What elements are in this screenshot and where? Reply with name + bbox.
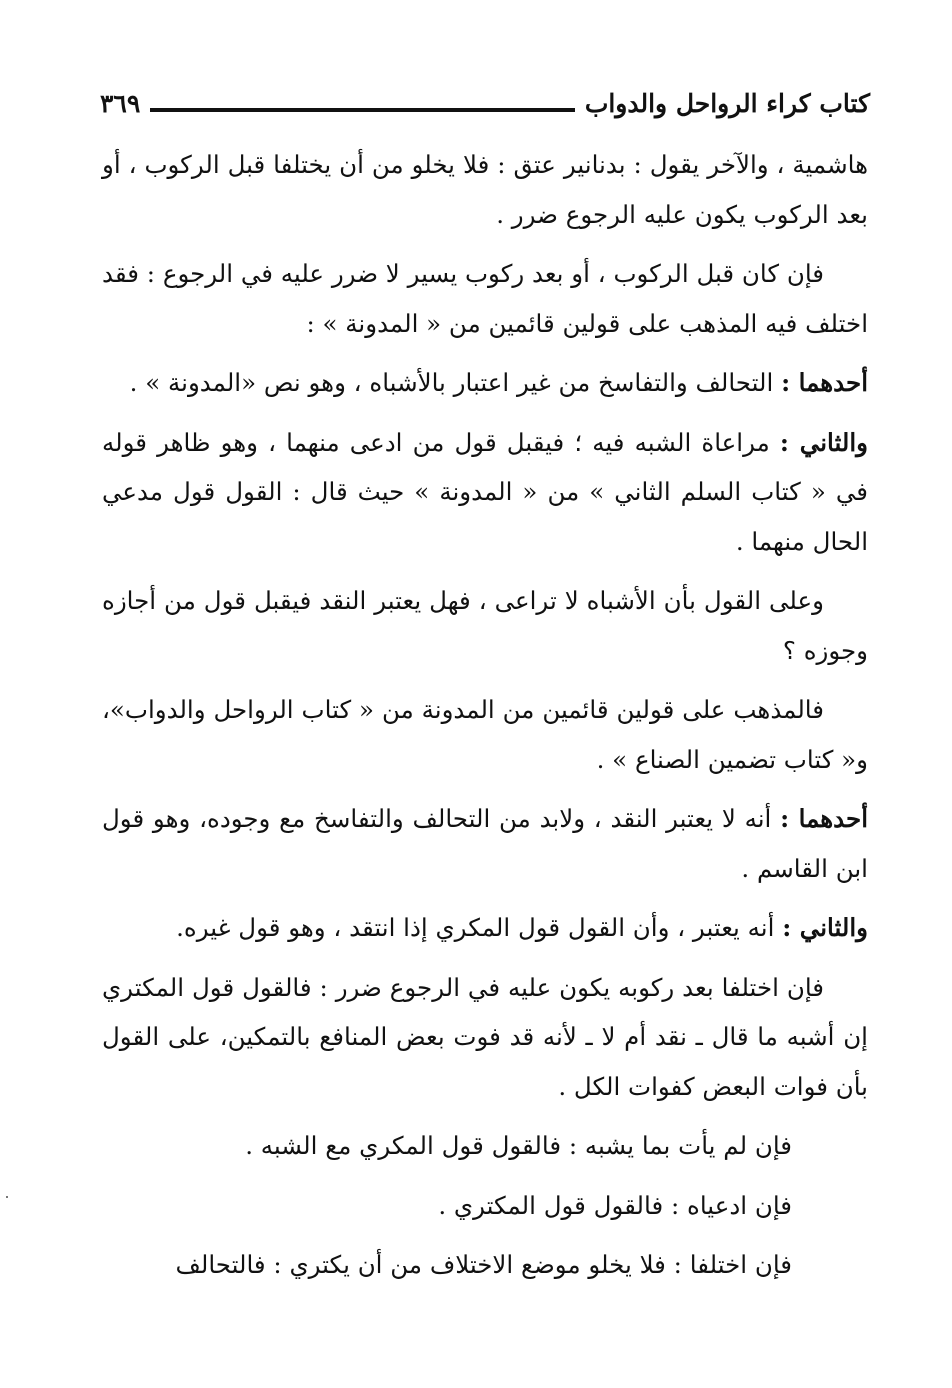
paragraph-text: هاشمية ، والآخر يقول : بدنانير عتق : فلا يخلو من أن يختلفا قبل الركوب ، أو بعد الركوب يكون عليه الرجوع ضرر . [102, 150, 868, 229]
paragraph-5 [102, 576, 868, 675]
page-number: ٣٦٩ [100, 89, 141, 118]
paragraph-9 [102, 963, 868, 1112]
paragraph-text: فإن كان قبل الركوب ، أو بعد ركوب يسير لا ضرر عليه في الرجوع : فقد اختلف فيه المذهب على قولين قائمين من « المدونة » : [102, 259, 868, 338]
paragraph-text: فإن اختلفا بعد ركوبه يكون عليه في الرجوع ضرر : فالقول قول المكتري إن أشبه ما قال ـ نقد أم لا ـ لأنه قد فوت بعض المنافع بالتمكين، على القول بأن فوات البعض كفوات الكل . [102, 972, 868, 1101]
paragraph-text: فإن لم يأت بما يشبه : فالقول قول المكري مع الشبه . [245, 1131, 792, 1160]
page-body [102, 140, 868, 1300]
chapter-title: كتاب كراء الرواحل والدواب [584, 89, 870, 118]
scan-speck [6, 1196, 8, 1198]
paragraph-text: أنه يعتبر ، وأن القول قول المكري إذا انتقد ، وهو قول غيره. [176, 913, 783, 942]
paragraph-8 [102, 903, 868, 953]
paragraph-lead: أحدهما : [780, 804, 868, 833]
header-rule [150, 108, 575, 112]
paragraph-lead: والثاني : [779, 427, 868, 457]
paragraph-text: وعلى القول بأن الأشباه لا تراعى ، فهل يعتبر النقد فيقبل قول من أجازه وجوزه ؟ [102, 586, 868, 665]
paragraph-lead: أحدهما : [781, 368, 868, 397]
paragraph-text: مراعاة الشبه فيه ؛ فيقبل قول من ادعى منهما ، وهو ظاهر قوله في « كتاب السلم الثاني » من « المدونة » حيث قال : القول قول مدعي الحال منهما . [102, 427, 868, 556]
paragraph-text: فالمذهب على قولين قائمين من المدونة من « كتاب الرواحل والدواب»، و« كتاب تضمين الصناع » . [102, 695, 868, 774]
paragraph-4 [102, 418, 868, 567]
paragraph-12 [102, 1240, 868, 1290]
paragraph-text: أنه لا يعتبر النقد ، ولابد من التحالف والتفاسخ مع وجوده، وهو قول ابن القاسم . [102, 804, 868, 883]
paragraph-1 [102, 140, 868, 239]
paragraph-text: فإن ادعياه : فالقول قول المكتري . [438, 1190, 792, 1220]
paragraph-6 [102, 685, 868, 784]
paragraph-lead: والثاني : [782, 913, 868, 942]
paragraph-text: فإن اختلفا : فلا يخلو موضع الاختلاف من أن يكتري : فالتحالف [175, 1250, 792, 1279]
paragraph-text: التحالف والتفاسخ من غير اعتبار بالأشباه ، وهو نص «المدونة » . [129, 368, 782, 397]
paragraph-11 [102, 1181, 868, 1231]
paragraph-10 [102, 1121, 868, 1171]
paragraph-2 [102, 249, 868, 348]
running-header [100, 84, 870, 120]
paragraph-3 [102, 358, 868, 408]
paragraph-7 [102, 794, 868, 893]
